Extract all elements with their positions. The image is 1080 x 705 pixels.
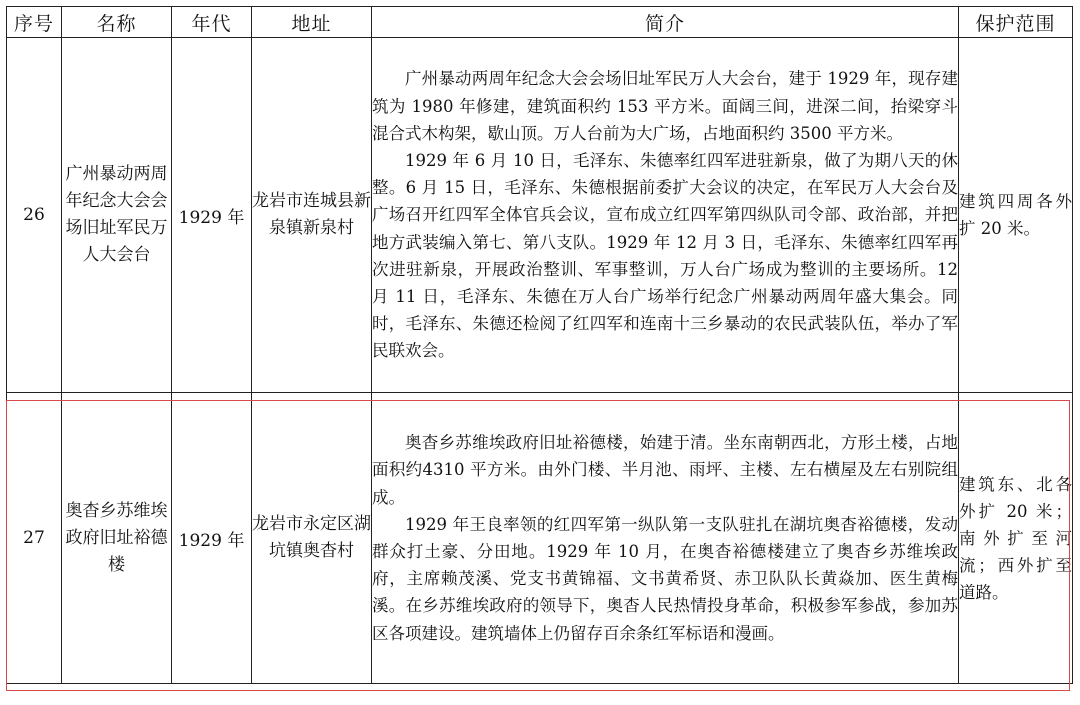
table-row <box>7 393 1073 684</box>
row-name: 奥杳乡苏维埃政府旧址裕德楼 <box>62 393 172 684</box>
intro-paragraph: 广州暴动两周年纪念大会会场旧址军民万人大会台，建于 1929 年，现存建筑为 1980 年修建，建筑面积约 153 平方米。面阔三间，进深二间，抬梁穿斗混合式木构架，歇山顶。万人台前为大广场，占地面积约 3500 平方米。 <box>372 69 958 143</box>
row-address: 龙岩市永定区湖坑镇奥杳村 <box>252 393 372 684</box>
intro-paragraph: 1929 年 6 月 10 日，毛泽东、朱德率红四军进驻新泉，做了为期八天的休整。6 月 15 日，毛泽东、朱德根据前委扩大会议的决定，在军民万人大会台及广场召开红四军全体官兵会议，宣布成立红四军第四纵队司令部、政治部，并把地方武装编入第七、第八支队。1929 年 12 月 3 日，毛泽东、朱德率红四军再次进驻新泉，开展政治整训、军事整训，万人台广场成为整训的主要场所。12 月 11 日，毛泽东、朱德在万人台广场举行纪念广州暴动两周年盛大集会。同时，毛泽东、朱德还检阅了红四军和连南十三乡暴动的农民武装队伍，举办了军民联欢会。 <box>372 150 958 361</box>
header-era: 年代 <box>172 7 252 38</box>
intro-paragraph: 1929 年王良率领的红四军第一纵队第一支队驻扎在湖坑奥杳裕德楼，发动群众打土豪、分田地。1929 年 10 月，在奥杳裕德楼建立了奥杳乡苏维埃政府，主席赖茂溪、党支书黄锦福、文书黄希贤、赤卫队队长黄焱加、医生黄梅溪。在乡苏维埃政府的领导下，奥杳人民热情投身革命，积极参军参战，参加苏区各项建设。建筑墙体上仍留存百余条红军标语和漫画。 <box>372 514 958 643</box>
header-name: 名称 <box>62 7 172 38</box>
row-seq: 26 <box>7 38 62 393</box>
row-intro <box>372 393 959 684</box>
row-scope: 建筑东、北各外扩 20 米；南外扩至河流；西外扩至道路。 <box>959 393 1073 684</box>
header-seq: 序号 <box>7 7 62 38</box>
heritage-site-table <box>6 6 1073 684</box>
header-address: 地址 <box>252 7 372 38</box>
row-scope: 建筑四周各外扩 20 米。 <box>959 38 1073 393</box>
intro-paragraph: 奥杳乡苏维埃政府旧址裕德楼，始建于清。坐东南朝西北，方形土楼，占地面积约4310 平方米。由外门楼、半月池、雨坪、主楼、左右横屋及左右别院组成。 <box>372 433 958 507</box>
row-era: 1929 年 <box>172 38 252 393</box>
row-name: 广州暴动两周年纪念大会会场旧址军民万人大会台 <box>62 38 172 393</box>
header-row <box>7 7 1073 38</box>
row-seq: 27 <box>7 393 62 684</box>
row-intro <box>372 38 959 393</box>
row-era: 1929 年 <box>172 393 252 684</box>
row-address: 龙岩市连城县新泉镇新泉村 <box>252 38 372 393</box>
table-row <box>7 38 1073 393</box>
header-intro: 简介 <box>372 7 959 38</box>
header-scope: 保护范围 <box>959 7 1073 38</box>
